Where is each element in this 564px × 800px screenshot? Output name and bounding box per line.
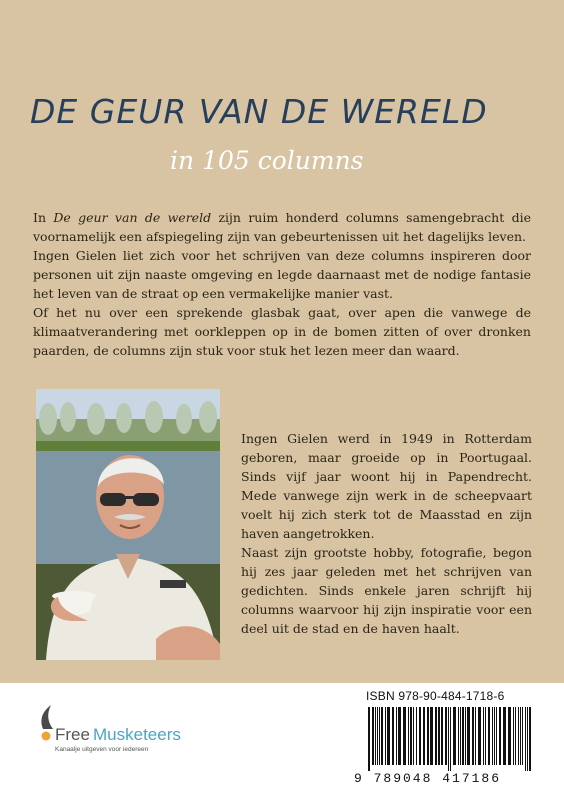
barcode-bar: [478, 707, 481, 765]
barcode-bar: [492, 707, 493, 765]
barcode-bar: [438, 707, 440, 765]
barcode-bar: [381, 707, 383, 765]
barcode-bar: [494, 707, 495, 765]
barcode-bar: [475, 707, 476, 765]
isbn-label: ISBN 978-90-484-1718-6: [366, 689, 505, 703]
barcode-bar: [375, 707, 376, 765]
barcode-bar: [408, 707, 409, 765]
blurb-paragraph-1: [33, 208, 531, 246]
barcode-bar: [419, 707, 421, 765]
barcode-bar: [410, 707, 412, 765]
barcode-bar: [448, 707, 449, 771]
barcode-bar: [520, 707, 521, 765]
barcode-bar: [430, 707, 433, 765]
bio-paragraph-1: Ingen Gielen werd in 1949 in Rotterdam geboren, maar groeide op in Poortugaal. Sinds vijf jaar woont hij in Papendrecht. Mede vanwege zijn werk in de scheepvaart voelt hij zich sterk tot de Maasstad en zijn haven aangetrokken.: [241, 431, 532, 541]
publisher-name-free: Free: [55, 725, 90, 744]
barcode-bar: [453, 707, 456, 765]
barcode-bar: [450, 707, 451, 771]
barcode-bar: [396, 707, 397, 765]
ean-digits: 9 789048 417186: [354, 771, 502, 786]
book-subtitle: in 105 columns: [170, 146, 364, 175]
barcode-bar: [522, 707, 523, 765]
blurb-book-title: De geur van de wereld: [53, 210, 212, 225]
barcode: [366, 707, 534, 771]
barcode-bar: [499, 707, 501, 765]
barcode-bar: [423, 707, 425, 765]
barcode-bar: [398, 707, 401, 765]
barcode-bar: [483, 707, 484, 765]
barcode-bar: [458, 707, 459, 765]
barcode-bar: [465, 707, 466, 765]
barcode-bar: [441, 707, 443, 765]
barcode-bar: [413, 707, 414, 765]
barcode-bar: [496, 707, 497, 765]
barcode-bar: [385, 707, 386, 765]
barcode-bar: [462, 707, 464, 765]
barcode-bar: [529, 707, 531, 771]
barcode-bar: [503, 707, 506, 765]
barcode-bar: [392, 707, 394, 765]
barcode-bar: [460, 707, 461, 765]
barcode-bar: [485, 707, 486, 765]
publisher-logo: [35, 703, 215, 763]
blurb-lead-prefix: In: [33, 210, 54, 225]
barcode-bar: [515, 707, 516, 765]
barcode-bar: [427, 707, 429, 765]
book-title: DE GEUR VAN DE WERELD: [30, 92, 488, 131]
blurb-lead-rest: zijn ruim honderd columns samengebracht die voornamelijk een afspiegeling zijn van gebeurtenissen uit het dagelijks leven.: [33, 210, 532, 244]
barcode-bar: [379, 707, 380, 765]
barcode-bar: [518, 707, 519, 765]
barcode-bar: [403, 707, 406, 765]
barcode-bar: [527, 707, 528, 771]
barcode-bar: [387, 707, 390, 765]
book-blurb: [33, 208, 531, 360]
blurb-paragraph-3: Of het nu over een sprekende glasbak gaat, over apen die vanwege de klimaatverandering met oorkleppen op in de bomen zitten of over dronken paarden, de columns zijn stuk voor stuk het lezen meer dan waard.: [33, 305, 531, 358]
barcode-bar: [377, 707, 378, 765]
barcode-bar: [472, 707, 474, 765]
barcode-bar: [368, 707, 370, 771]
blurb-paragraph-2: Ingen Gielen liet zich voor het schrijven van deze columns inspireren door personen uit zijn naaste omgeving en legde daarnaast met de nodige fantasie het leven van de straat op een vermakelijke manier vast.: [33, 248, 531, 301]
barcode-bar: [467, 707, 470, 765]
barcode-bar: [445, 707, 447, 765]
publisher-name-musketeers: Musketeers: [93, 725, 181, 744]
barcode-bar: [416, 707, 417, 765]
barcode-bar: [513, 707, 514, 765]
back-cover-footer: [0, 683, 564, 800]
barcode-bar: [525, 707, 526, 771]
author-photo: [36, 389, 220, 660]
barcode-bar: [372, 707, 374, 765]
author-bio: [241, 429, 532, 638]
publisher-tagline: Kanaalje uitgeven voor iedereen: [55, 746, 149, 753]
barcode-bar: [488, 707, 490, 765]
bio-paragraph-2: Naast zijn grootste hobby, fotografie, begon hij zes jaar geleden met het schrijven van gedichten. Sinds enkele jaren schrijft hij columns waarvoor hij zijn inspiratie voor een deel uit de stad en de haven haalt.: [241, 545, 532, 636]
barcode-bar: [435, 707, 437, 765]
barcode-bar: [508, 707, 511, 765]
